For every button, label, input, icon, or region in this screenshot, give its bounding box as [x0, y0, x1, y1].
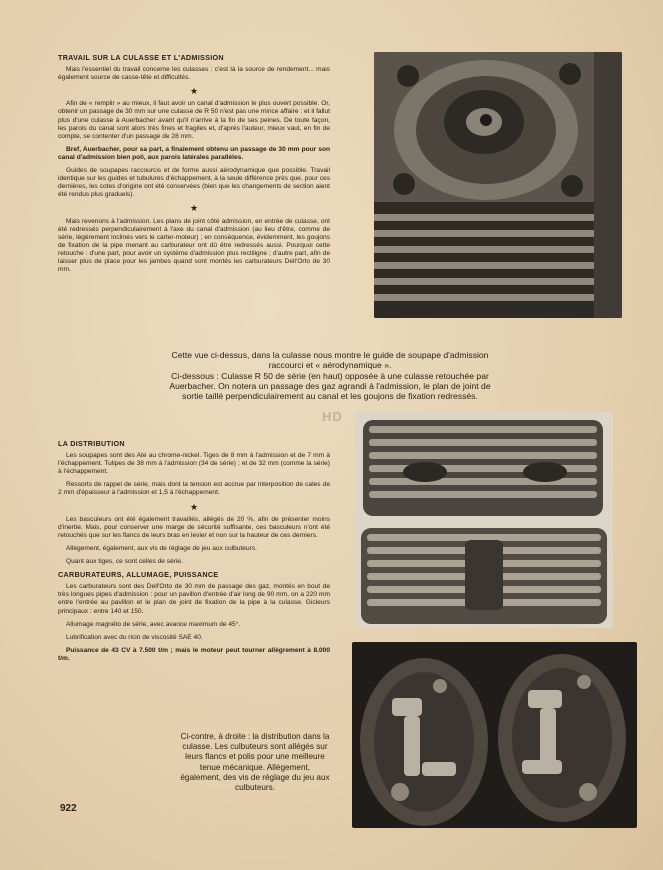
section-heading-culasse: TRAVAIL SUR LA CULASSE ET L'ADMISSION [58, 53, 224, 62]
article-column-top [58, 54, 330, 279]
paragraph: Les carburateurs sont des Dell'Orto de 30 mm de passage des gaz, montés en bout de très longues pipes d'admission : pour un pavillon d'entrée d'air long de 90 mm, on a 220 mm entre l'entrée au pavillon et le plan de joint de fixation de la pipe à la culasse. Gicleurs principaux : entre 140 et 150. [58, 583, 330, 615]
photo-caption-top [160, 350, 500, 401]
paragraph: Bref, Auerbacher, pour sa part, a finalement obtenu un passage de 30 mm pour son canal d'admission bien poli, aux parois latérales parallèles. [58, 145, 330, 161]
paragraph: Lubrification avec du ricin de viscosité SAE 40. [66, 633, 203, 641]
photo-caption-bottom: Ci-contre, à droite : la distribution dans la culasse. Les culbuteurs sont allégés sur leurs flancs et polis pour une meilleure tenue mécanique. Allègement, également, des vis de réglage du jeu aux culbuteurs. [180, 732, 330, 793]
star-separator-icon: ★ [189, 86, 199, 97]
photo-rocker-arms [352, 642, 637, 828]
paragraph: Mais l'essentiel du travail concerne les culasses : c'est là la source de rendement... mais également source de casse-tête et difficultés. [58, 66, 330, 82]
photo-valve-guide [374, 52, 622, 318]
watermark-logo: HD [322, 409, 343, 424]
paragraph: Puissance de 43 CV à 7.500 t/m ; mais le moteur peut tourner allègrement à 8.000 t/m. [58, 646, 330, 662]
paragraph: Les basculeurs ont été également travaillés, allégés de 20 %, afin de présenter moins d'inertie. Mais, pour conserver une marge de sécurité suffisante, ces basculeurs n'ont été retouchés que sur les flancs de leurs bras en levier et non sur la hauteur de ces derniers. [58, 515, 330, 539]
caption-line: Ci-dessous : Culasse R 50 de série (en haut) opposée à une culasse retouchée par Auerbacher. On notera un passage des gaz agrandi à l'admission, le plan de joint de sortie taillé perpendiculairement au canal et les goujons de fixation redressés. [169, 370, 491, 402]
paragraph: Afin de « remplir » au mieux, il faut avoir un canal d'admission le plus ouvert possible. Or, obtenir un passage de 30 mm sur une culasse de R 50 n'est pas une mince affaire : et il fallut plus d'une culasse à Auerbacher avant qu'il n'arrive à la fin de ses peines. De toute façon, les parois du canal sont alors très fines et fragiles et, d'après l'auteur, mieux vaut, en fin de compte, se contenter d'un passage de 28 mm. [58, 100, 331, 140]
photo-two-cylinder-heads [355, 412, 613, 628]
paragraph: Mais revenons à l'admission. Les plans de joint côté admission, en entrée de culasse, ont été redressés perpendiculairement à l'axe du canal d'admission (au lieu d'être, comme de série, légèrement inclinés vers le carter-moteur) ; en conséquence, évidemment, les goujons de fixation de la pipe menant au carburateur ont dû être redressés aussi. Pourquoi cette retouche : d'une part, pour avoir un système d'admission plus rectiligne ; d'autre part, afin de laisser plus de place pour les jambes quand sont montés les carburateurs Dell'Orto de 30 mm. [58, 217, 330, 274]
paragraph: Guides de soupapes raccourcis et de forme aussi aérodynamique que possible. Travail identique sur les guides et tubulures d'échappement, à la seule différence près que, pour ces dernières, les cotes d'origine ont été conservées (bien que les changements de section aient été rendus plus graduels). [58, 167, 330, 199]
star-separator-icon: ★ [189, 203, 199, 214]
section-heading-distribution: LA DISTRIBUTION [58, 439, 125, 448]
paragraph: Ressorts de rappel de série, mais dont la tension est accrue par interposition de cales de 2 mm d'épaisseur à l'admission et 1,5 à l'échappement. [58, 481, 330, 497]
paragraph: Les soupapes sont des Ate au chrome-nickel. Tiges de 8 mm à l'admission et de 7 mm à l'échappement. Tulipes de 38 mm à l'admission (34 de série) ; et de 32 mm (comme la série) à l'échappement. [58, 452, 330, 476]
paragraph: Quant aux tiges, ce sont celles de série. [66, 558, 183, 566]
section-heading-carburateurs: CARBURATEURS, ALLUMAGE, PUISSANCE [58, 570, 219, 580]
caption-line: Cette vue ci-dessus, dans la culasse nous montre le guide de soupape d'admission raccourci et « aérodynamique ». [171, 350, 489, 371]
star-separator-icon: ★ [189, 501, 199, 512]
paragraph: Allègement, également, aux vis de réglage de jeu aux culbuteurs. [66, 544, 257, 552]
article-column-bottom [58, 440, 330, 668]
page-number: 922 [60, 803, 77, 814]
paragraph: Allumage magnéto de série, avec avance maximum de 45°. [66, 620, 241, 628]
